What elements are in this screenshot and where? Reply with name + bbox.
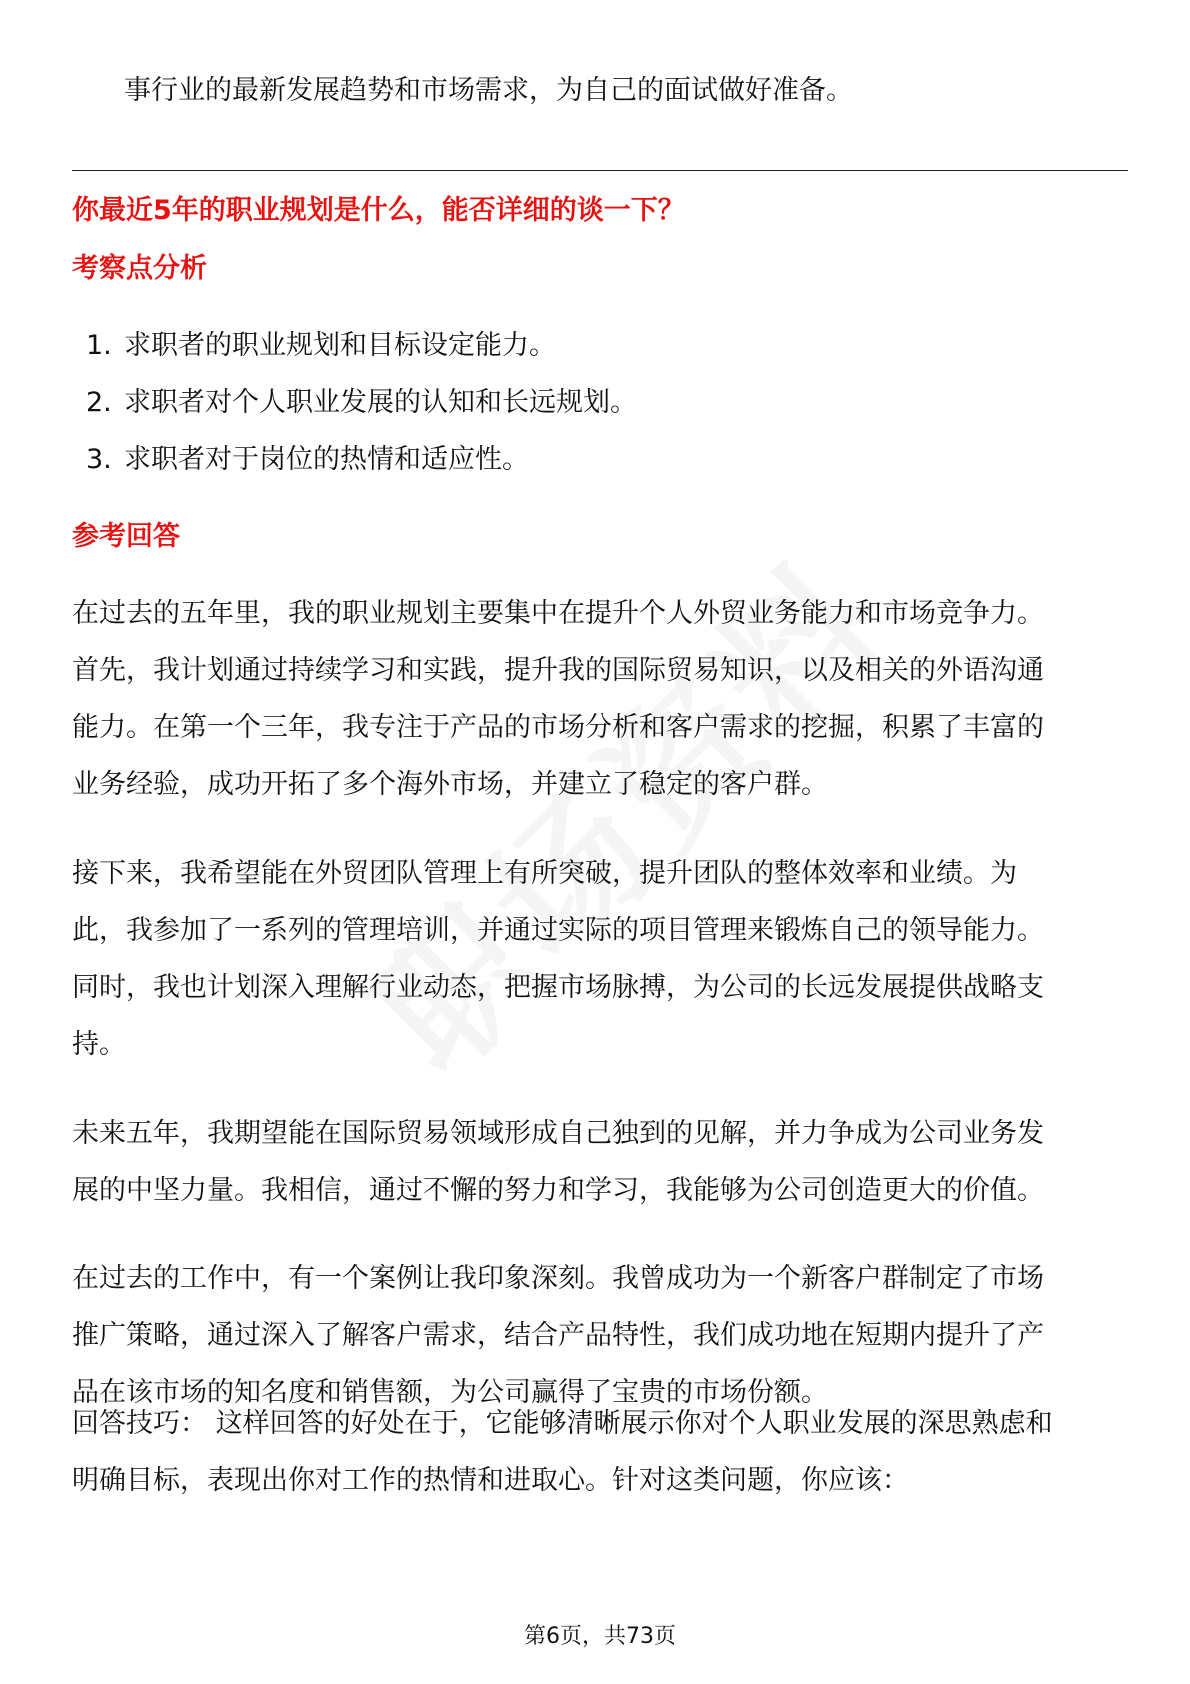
answer-paragraph (72, 845, 1128, 1073)
paragraph-line: 此，我参加了一系列的管理培训，并通过实际的项目管理来锻炼自己的领导能力。 (72, 915, 1044, 946)
analysis-heading: 考察点分析 (72, 253, 207, 284)
list-item (86, 431, 637, 488)
intro-continuation: 事行业的最新发展趋势和市场需求，为自己的面试做好准备。 (124, 75, 853, 106)
question-heading: 你最近5年的职业规划是什么，能否详细的谈一下？ (72, 195, 685, 226)
analysis-point-list (86, 317, 637, 488)
paragraph-line: 在过去的五年里，我的职业规划主要集中在提升个人外贸业务能力和市场竞争力。 (72, 598, 1044, 629)
paragraph-line: 业务经验，成功开拓了多个海外市场，并建立了稳定的客户群。 (72, 769, 828, 800)
list-item (86, 374, 637, 431)
answer-paragraph (72, 585, 1128, 813)
paragraph-line: 能力。在第一个三年，我专注于产品的市场分析和客户需求的挖掘，积累了丰富的 (72, 712, 1044, 743)
paragraph-line: 推广策略，通过深入了解客户需求，结合产品特性，我们成功地在短期内提升了产 (72, 1320, 1044, 1351)
list-item (86, 317, 637, 374)
list-item-text: 求职者对于岗位的热情和适应性。 (124, 444, 529, 475)
paragraph-line: 在过去的工作中，有一个案例让我印象深刻。我曾成功为一个新客户群制定了市场 (72, 1263, 1044, 1294)
paragraph-line: 接下来，我希望能在外贸团队管理上有所突破，提升团队的整体效率和业绩。为 (72, 858, 1017, 889)
list-item-text: 求职者的职业规划和目标设定能力。 (124, 330, 556, 361)
paragraph-line: 回答技巧： 这样回答的好处在于，它能够清晰展示你对个人职业发展的深思熟虑和 (72, 1408, 1053, 1439)
page-number-footer: 第6页，共73页 (524, 1624, 676, 1649)
answer-paragraph (72, 1105, 1128, 1219)
answer-heading: 参考回答 (72, 521, 180, 552)
document-page (72, 0, 1128, 1684)
list-item-number: 2. (86, 387, 112, 418)
paragraph-line: 持。 (72, 1029, 126, 1060)
paragraph-line: 首先，我计划通过持续学习和实践，提升我的国际贸易知识，以及相关的外语沟通 (72, 655, 1044, 686)
paragraph-line: 展的中坚力量。我相信，通过不懈的努力和学习，我能够为公司创造更大的价值。 (72, 1175, 1044, 1206)
section-divider (72, 170, 1128, 171)
paragraph-line: 未来五年，我期望能在国际贸易领域形成自己独到的见解，并力争成为公司业务发 (72, 1118, 1044, 1149)
list-item-text: 求职者对个人职业发展的认知和长远规划。 (124, 387, 637, 418)
paragraph-line: 同时，我也计划深入理解行业动态，把握市场脉搏，为公司的长远发展提供战略支 (72, 972, 1044, 1003)
list-item-number: 3. (86, 444, 112, 475)
answer-tips-paragraph (72, 1395, 1128, 1509)
list-item-number: 1. (86, 330, 112, 361)
paragraph-line: 明确目标，表现出你对工作的热情和进取心。针对这类问题，你应该： (72, 1465, 909, 1496)
paragraph-line: 品在该市场的知名度和销售额，为公司赢得了宝贵的市场份额。 (72, 1377, 828, 1408)
